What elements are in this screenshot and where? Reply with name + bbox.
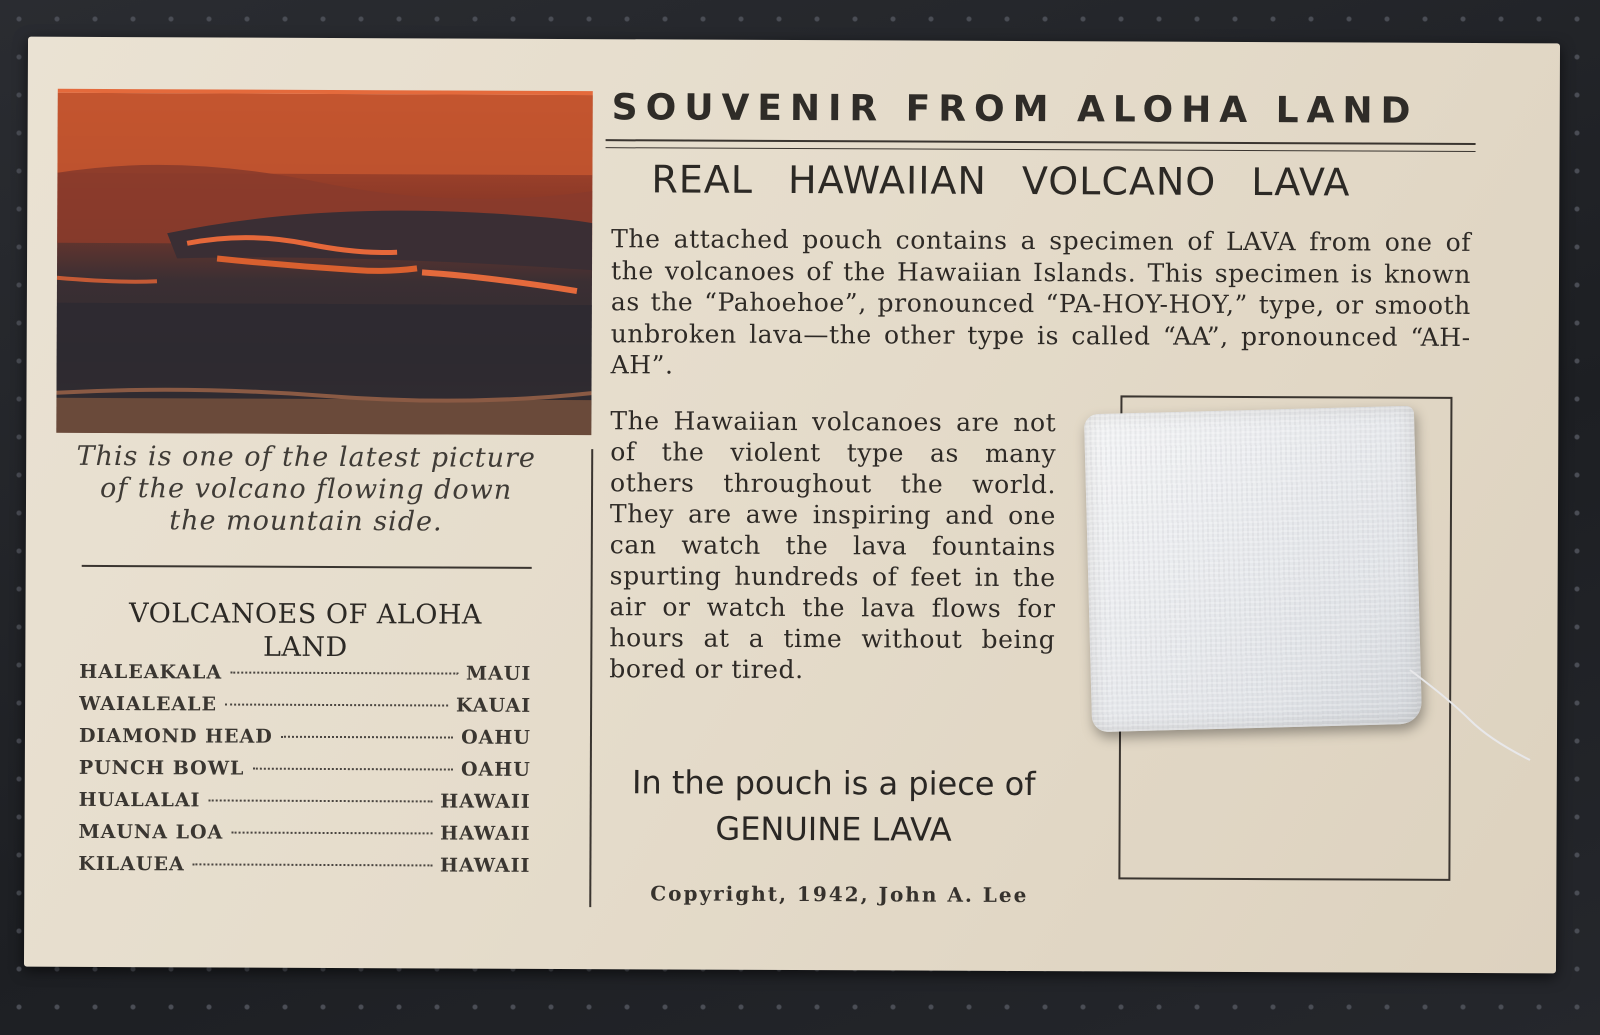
dot-leader [230,672,458,675]
pouch-statement [608,759,1058,853]
volcano-island: OAHU [460,758,531,781]
dot-leader [281,736,453,739]
list-item [78,821,530,855]
volcano-island: HAWAII [440,822,531,845]
photo-caption: This is one of the latest picture of the volcano flowing down the mountain side. [76,440,536,538]
dot-leader [231,832,432,835]
lava-pouch [1084,406,1422,733]
volcano-name: MAUNA LOA [78,820,224,844]
volcano-island: KAUAI [455,694,532,717]
pouch-thread [1400,660,1540,770]
volcano-island: HAWAII [439,854,531,877]
volcano-photo [56,89,592,435]
volcano-name: DIAMOND HEAD [78,724,273,748]
volcano-photo-art [56,93,592,435]
volcano-island: OAHU [461,726,532,749]
volcano-name: HALEAKALA [79,660,223,684]
vertical-divider-line [589,449,593,907]
list-item [79,757,531,791]
volcano-list [78,661,531,887]
card-title: SOUVENIR FROM ALOHA LAND [611,87,1419,132]
volcano-description-paragraph: The Hawaiian volcanoes are not of the violent type as many others throughout the world. They are awe inspiring and one can watch the lava fountains spurting hundreds of feet in the air or watch the lava flows for hours at a time without being bored or tired. [609,406,1057,685]
volcano-list-heading: VOLCANOES OF ALOHA LAND [129,598,483,664]
volcano-name: KILAUEA [78,852,185,876]
list-item [79,789,531,823]
copyright-line: Copyright, 1942, John A. Lee [650,881,1029,908]
list-item [78,853,530,887]
volcano-island: MAUI [465,662,532,685]
dot-leader [208,799,432,802]
volcano-name: WAIALEALE [79,692,218,716]
intro-paragraph: The attached pouch contains a specimen of LAVA from one of the volcanoes of the Hawaiian Islands. This specimen is known as the “Pahoehoe”, pronounced “PA-HOY-HOY,” type, or smooth unbroken lava—the other type is called “AA”, pronounced “AH-AH”. [610,224,1472,380]
dot-leader [252,768,453,771]
volcano-island: HAWAII [440,790,531,813]
volcano-name: PUNCH BOWL [78,756,245,780]
dot-leader [225,704,448,707]
title-double-rule [606,139,1476,152]
pouch-line-1: In the pouch is a piece of [631,763,1036,804]
list-item [79,693,531,727]
left-divider-line [82,565,532,569]
pouch-line-2: GENUINE LAVA [715,809,952,849]
dot-leader [193,863,432,866]
card-subtitle: REAL HAWAIIAN VOLCANO LAVA [651,157,1351,205]
volcano-name: HUALALAI [78,788,201,812]
list-item [79,725,531,759]
list-item [79,661,531,695]
